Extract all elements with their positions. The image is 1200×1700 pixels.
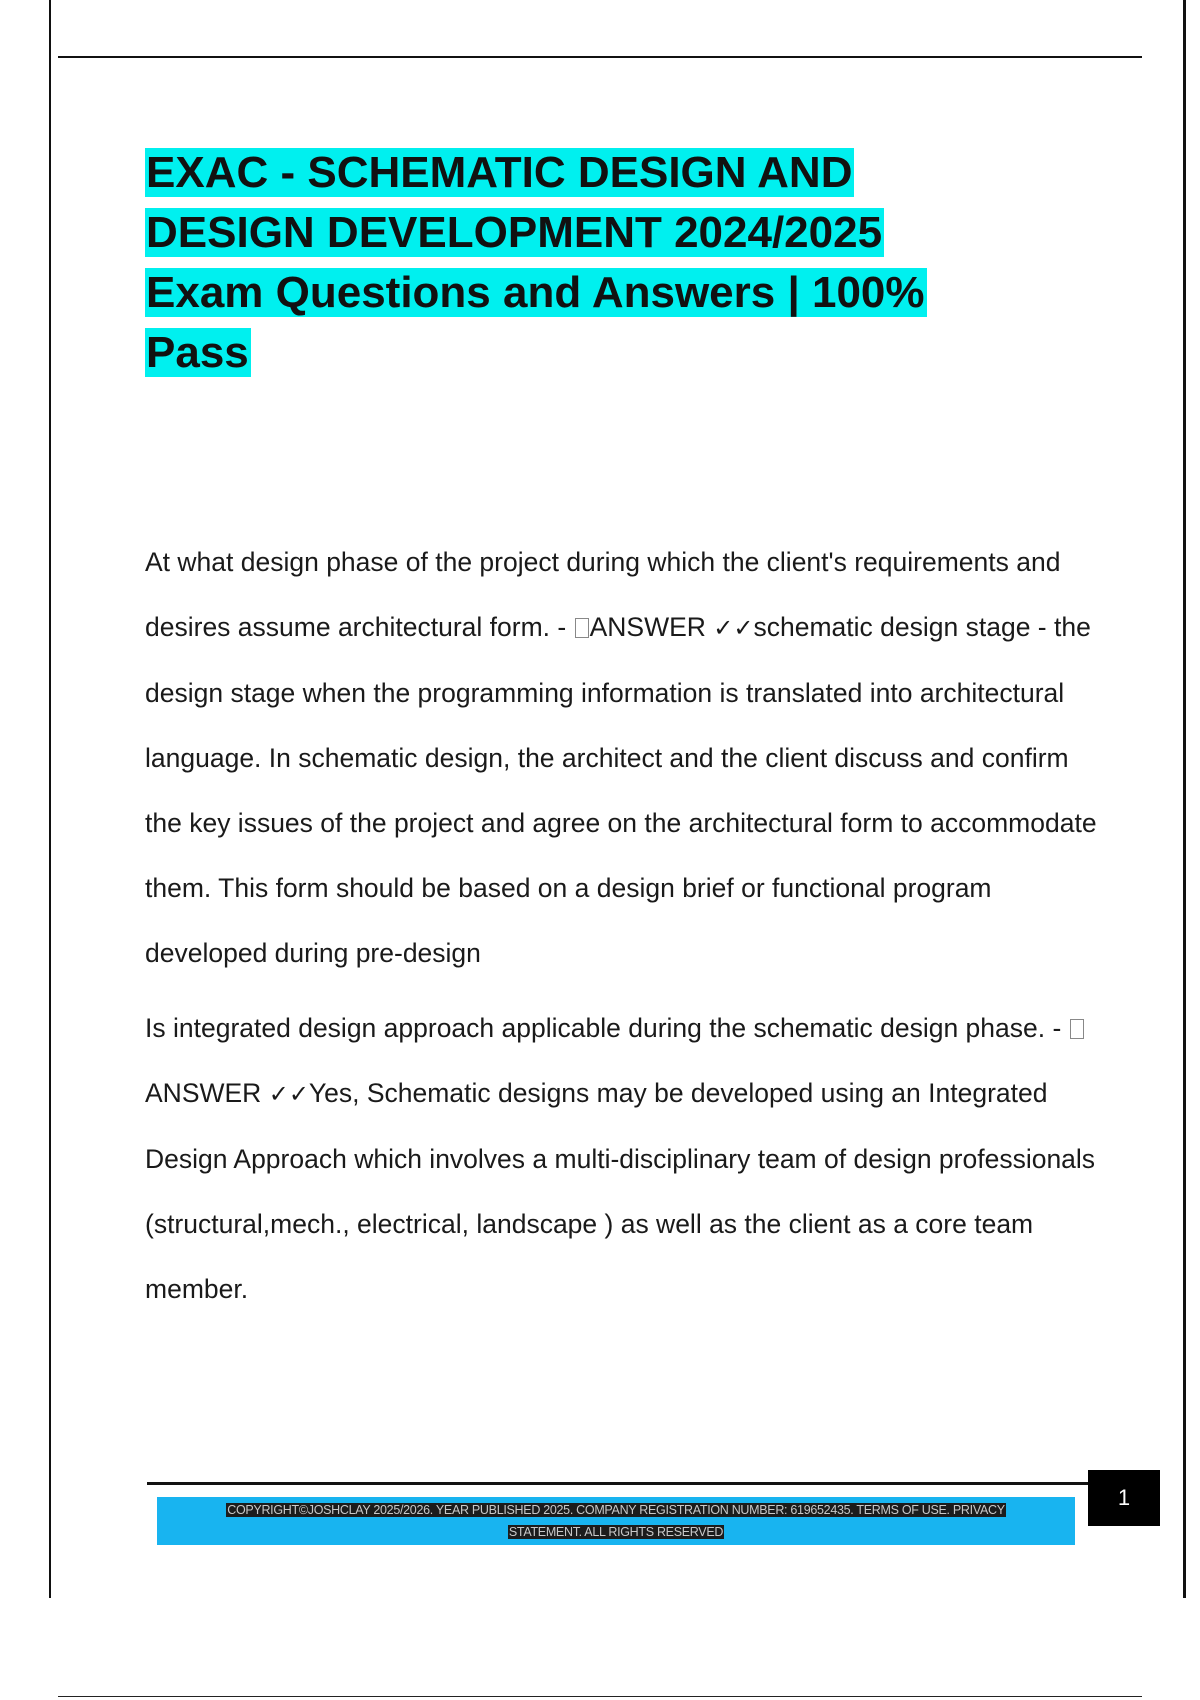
answer-text: Yes, Schematic designs may be developed using an Integrated Design Approach which involves a multi-disciplinary team of design professionals (structural,mech., electrical, landscape ) as well as the client as a core team member. [145,1078,1096,1304]
double-checkmark-icon: ✓✓ [268,1080,309,1108]
question-text: Is integrated design approach applicable during the schematic design phase. - [145,1013,1062,1043]
copyright-line-1: COPYRIGHT©JOSHCLAY 2025/2026. YEAR PUBLISHED 2025. COMPANY REGISTRATION NUMBER: 619652435. TERMS OF USE. PRIVACY [227,1503,1005,1517]
header-rule [58,56,1142,58]
qa-item-1 [145,530,1105,986]
qa-item-2 [145,996,1105,1322]
answer-label: ANSWER [589,612,706,642]
title-line-2: DESIGN DEVELOPMENT 2024/2025 [146,208,883,257]
page-border-right [1183,0,1186,1598]
empty-box-icon [575,618,589,638]
next-page-rule [58,1696,1142,1697]
double-checkmark-icon: ✓✓ [713,614,754,642]
copyright-line-2: STATEMENT. ALL RIGHTS RESERVED [508,1525,724,1539]
document-title [145,143,1045,383]
title-line-3: Exam Questions and Answers | 100% [146,268,925,317]
question-text: At what design phase of the project during which the client's requirements and desires assume architectural form. - [145,547,1061,642]
page-number: 1 [1088,1470,1160,1526]
copyright-notice [157,1499,1075,1543]
answer-text: schematic design stage - the design stage when the programming information is translated into architectural language. In schematic design, the architect and the client discuss and confirm the key issues of the project and agree on the architectural form to accommodate them. This form should be based on a design brief or functional program developed during pre-design [145,612,1097,968]
qa-content [145,530,1105,1322]
empty-box-icon [1070,1019,1084,1039]
title-line-4: Pass [146,328,249,377]
title-line-1: EXAC - SCHEMATIC DESIGN AND [146,148,853,197]
answer-label: ANSWER [145,1078,262,1108]
page-border-left [49,0,51,1598]
footer-rule [147,1482,1090,1485]
